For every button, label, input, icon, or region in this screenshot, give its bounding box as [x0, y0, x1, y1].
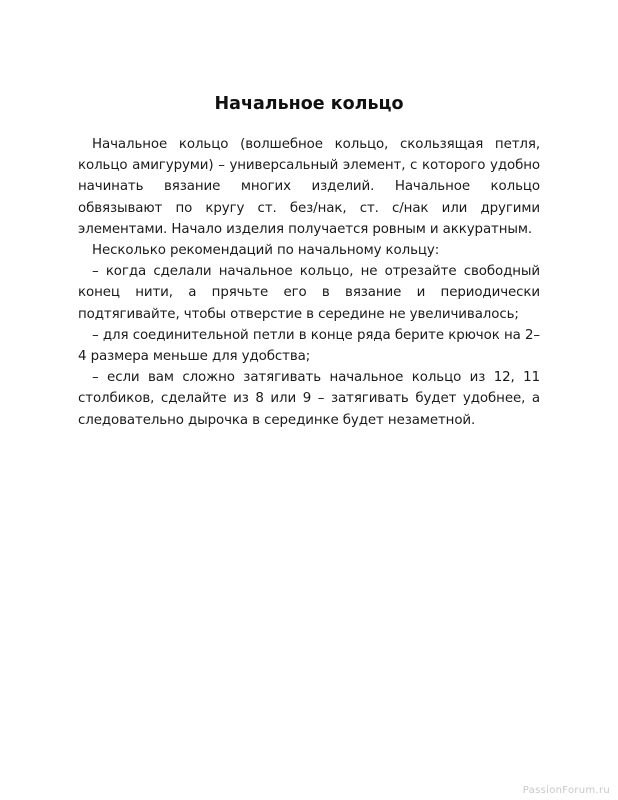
article-body: [78, 134, 540, 431]
paragraph-intro: Начальное кольцо (волшебное кольцо, скользящая петля, кольцо амигуруми) – универсальный элемент, с которого удобно начинать вязание многих изделий. Начальное кольцо обвязывают по кругу ст. без/нак, ст. с/нак или другими элементами. Начало изделия получается ровным и аккуратным.: [78, 137, 540, 237]
paragraph-recommendations-heading: Несколько рекомендаций по начальному кольцу:: [92, 243, 440, 259]
paragraph-recommendation-1: – когда сделали начальное кольцо, не отрезайте свободный конец нити, а прячьте его в вязание и периодически подтягивайте, чтобы отверстие в середине не увеличивалось;: [78, 264, 540, 322]
paragraph-recommendation-2: – для соединительной петли в конце ряда берите крючок на 2–4 размера меньше для удобства;: [78, 327, 540, 365]
page-title: Начальное кольцо: [214, 94, 404, 114]
watermark: PassionForum.ru: [522, 785, 610, 796]
paragraph-recommendation-3: – если вам сложно затягивать начальное кольцо из 12, 11 столбиков, сделайте из 8 или 9 – затягивать будет удобнее, а следовательно дырочка в серединке будет незаметной.: [78, 370, 540, 428]
